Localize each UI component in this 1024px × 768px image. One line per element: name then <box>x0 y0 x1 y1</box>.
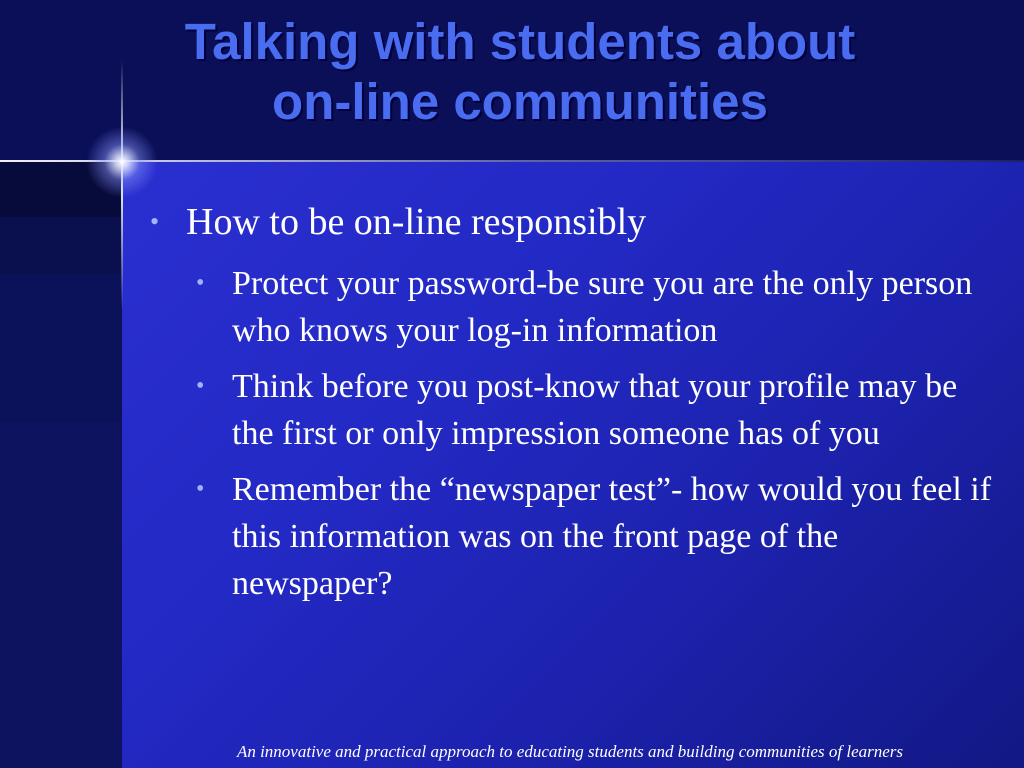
sub-bullet-item <box>196 260 1000 354</box>
slide-title-line-1: Talking with students about <box>184 13 856 70</box>
bullet-icon: • <box>196 270 205 296</box>
main-bullet-item <box>150 198 1000 246</box>
sub-bullet-item <box>196 466 1000 607</box>
left-decorative-stripes <box>0 162 122 768</box>
sub-bullet-text: Think before you post-know that your profile may be the first or only impression someone has of you <box>232 368 958 452</box>
slide-title-line-2: on-line communities <box>272 73 768 130</box>
star-glow-icon <box>86 126 158 198</box>
bullet-icon: • <box>150 207 160 236</box>
bullet-icon: • <box>196 373 205 399</box>
slide-title <box>40 12 1000 132</box>
sub-bullet-item <box>196 363 1000 457</box>
bullet-icon: • <box>196 476 205 502</box>
sub-bullet-text: Remember the “newspaper test”- how would you feel if this information was on the front page of the newspaper? <box>232 471 992 602</box>
sub-bullet-text: Protect your password-be sure you are the only person who knows your log-in information <box>232 265 973 349</box>
main-bullet-text: How to be on-line responsibly <box>186 201 647 243</box>
slide-footer: An innovative and practical approach to educating students and building communities of learners <box>236 742 904 761</box>
slide-body <box>150 198 1000 616</box>
sub-bullet-list <box>196 260 1000 607</box>
